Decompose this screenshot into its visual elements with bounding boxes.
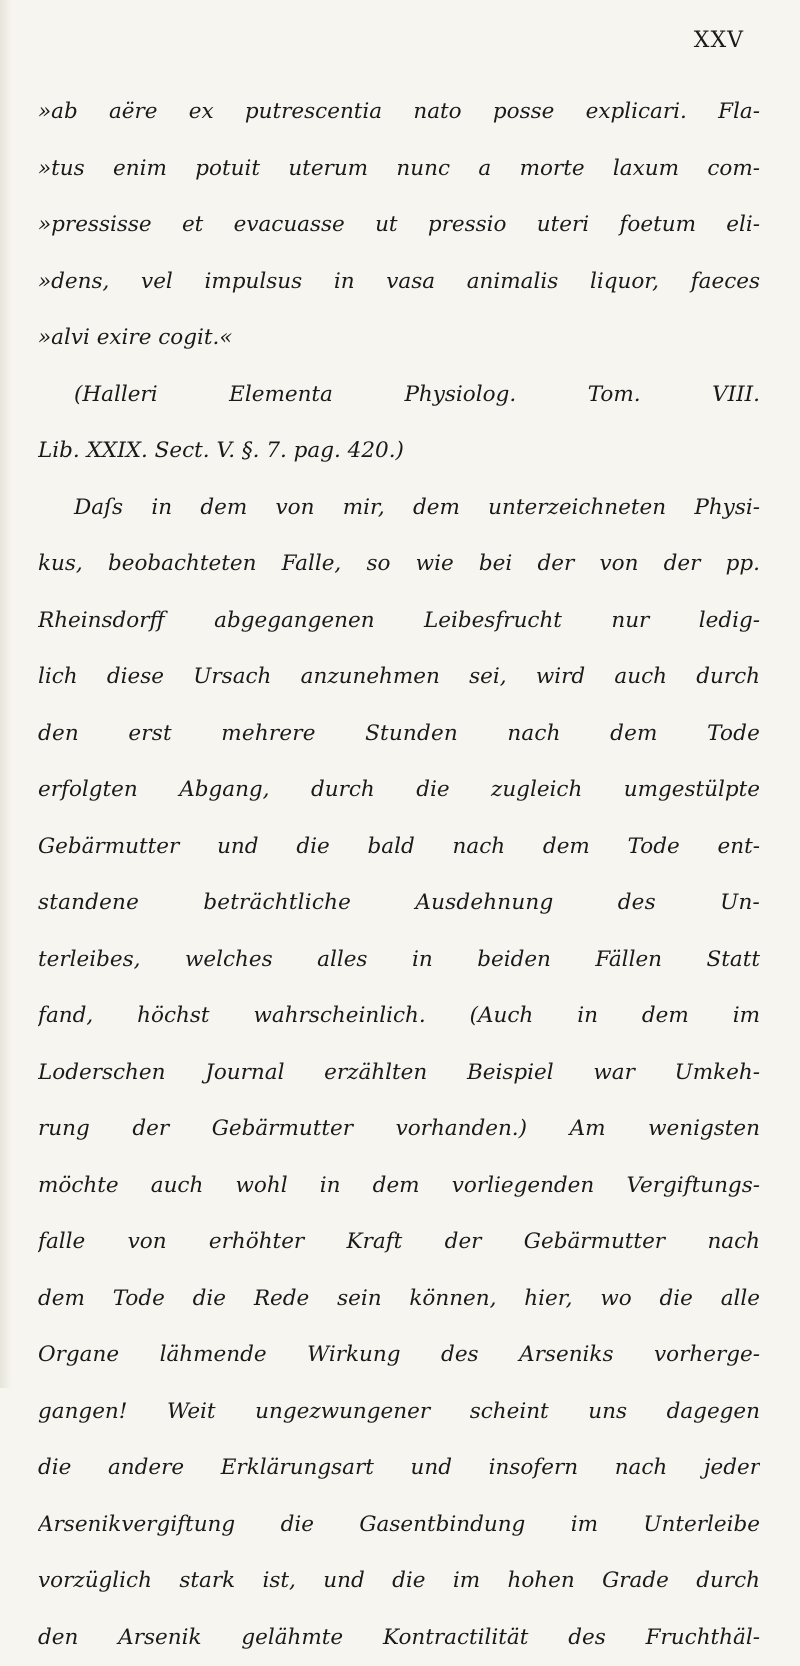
text-line: »tus enim potuit uterum nunc a morte laxum com- xyxy=(38,141,760,198)
text-line: Arsenikvergiftung die Gasentbindung im Unterleibe xyxy=(38,1497,760,1554)
text-line: »alvi exire cogit.« xyxy=(38,310,760,367)
body-text xyxy=(38,84,760,1666)
text-line: rung der Gebärmutter vorhanden.) Am wenigsten xyxy=(38,1101,760,1158)
text-line: erfolgten Abgang, durch die zugleich umgestülpte xyxy=(38,762,760,819)
text-line: falle von erhöhter Kraft der Gebärmutter nach xyxy=(38,1214,760,1271)
text-line: Rheinsdorff abgegangenen Leibesfrucht nur ledig- xyxy=(38,593,760,650)
citation-line: Lib. XXIX. Sect. V. §. 7. pag. 420.) xyxy=(38,423,760,480)
page-number: XXV xyxy=(694,28,744,53)
text-line: möchte auch wohl in dem vorliegenden Vergiftungs- xyxy=(38,1158,760,1215)
text-line: Loderschen Journal erzählten Beispiel war Umkeh- xyxy=(38,1045,760,1102)
page-binding-edge xyxy=(0,0,12,1388)
text-line: Organe lähmende Wirkung des Arseniks vorherge- xyxy=(38,1327,760,1384)
text-line: gangen! Weit ungezwungener scheint uns dagegen xyxy=(38,1384,760,1441)
citation-line: (Halleri Elementa Physiolog. Tom. VIII. xyxy=(38,367,760,424)
text-line: vorzüglich stark ist, und die im hohen Grade durch xyxy=(38,1553,760,1610)
text-line: Daſs in dem von mir, dem unterzeichneten Physi- xyxy=(38,480,760,537)
text-line: die andere Erklärungsart und insofern nach jeder xyxy=(38,1440,760,1497)
text-line: den Arsenik gelähmte Kontractilität des Fruchthäl- xyxy=(38,1610,760,1666)
text-line: fand, höchst wahrscheinlich. (Auch in dem im xyxy=(38,988,760,1045)
text-line: terleibes, welches alles in beiden Fällen Statt xyxy=(38,932,760,989)
text-line: »pressisse et evacuasse ut pressio uteri foetum eli- xyxy=(38,197,760,254)
text-line: »ab aëre ex putrescentia nato posse explicari. Fla- xyxy=(38,84,760,141)
text-line: dem Tode die Rede sein können, hier, wo die alle xyxy=(38,1271,760,1328)
text-line: »dens, vel impulsus in vasa animalis liquor, faeces xyxy=(38,254,760,311)
text-line: den erst mehrere Stunden nach dem Tode xyxy=(38,706,760,763)
text-line: Gebärmutter und die bald nach dem Tode ent- xyxy=(38,819,760,876)
text-line: standene beträchtliche Ausdehnung des Un- xyxy=(38,875,760,932)
text-line: lich diese Ursach anzunehmen sei, wird auch durch xyxy=(38,649,760,706)
text-line: kus, beobachteten Falle, so wie bei der von der pp. xyxy=(38,536,760,593)
